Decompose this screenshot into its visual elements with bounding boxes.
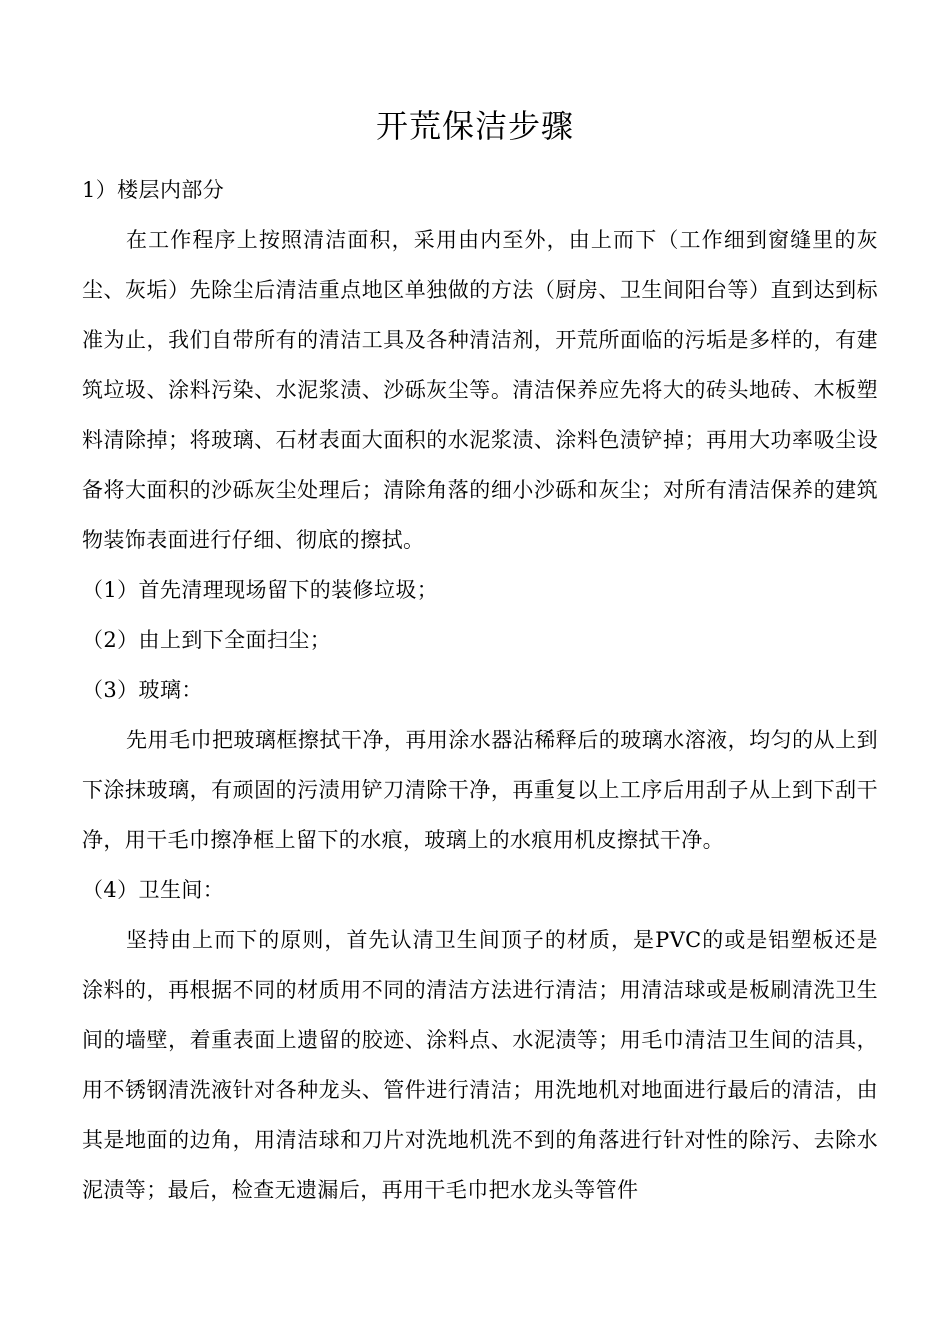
step-item-4: （4）卫生间：	[82, 878, 225, 902]
intro-paragraph: 在工作程序上按照清洁面积，采用由内至外，由上而下（工作细到窗缝里的灰尘、灰垢）先除尘后清洁重点地区单独做的方法（厨房、卫生间阳台等）直到达到标准为止，我们自带所有的清洁工具及各种清洁剂，开荒所面临的污垢是多样的，有建筑垃圾、涂料污染、水泥浆渍、沙砾灰尘等。清洁保养应先将大的砖头地砖、木板塑料清除掉；将玻璃、石材表面大面积的水泥浆渍、涂料色渍铲掉；再用大功率吸尘设备将大面积的沙砾灰尘处理后；清除角落的细小沙砾和灰尘；对所有清洁保养的建筑物装饰表面进行仔细、彻底的擦拭。	[82, 228, 878, 552]
document-body	[82, 165, 878, 1215]
step-item-3: （3）玻璃：	[82, 678, 203, 702]
step-item-1: （1）首先清理现场留下的装修垃圾；	[82, 578, 439, 602]
step-item-2: （2）由上到下全面扫尘；	[82, 628, 332, 652]
glass-paragraph: 先用毛巾把玻璃框擦拭干净，再用涂水器沾稀释后的玻璃水溶液，均匀的从上到下涂抹玻璃，有顽固的污渍用铲刀清除干净，再重复以上工序后用刮子从上到下刮干净，用干毛巾擦净框上留下的水痕，玻璃上的水痕用机皮擦拭干净。	[82, 728, 878, 852]
document-title: 开荒保洁步骤	[375, 107, 574, 145]
bathroom-paragraph: 坚持由上而下的原则，首先认清卫生间顶子的材质，是PVC的或是铝塑板还是涂料的，再根据不同的材质用不同的清洁方法进行清洁；用清洁球或是板刷清洗卫生间的墙壁，着重表面上遗留的胶迹、涂料点、水泥渍等；用毛巾清洁卫生间的洁具，用不锈钢清洗液针对各种龙头、管件进行清洁；用洗地机对地面进行最后的清洁，由其是地面的边角，用清洁球和刀片对洗地机洗不到的角落进行针对性的除污、去除水泥渍等；最后，检查无遗漏后，再用干毛巾把水龙头等管件	[82, 928, 878, 1202]
section-heading: 1）楼层内部分	[82, 178, 225, 202]
